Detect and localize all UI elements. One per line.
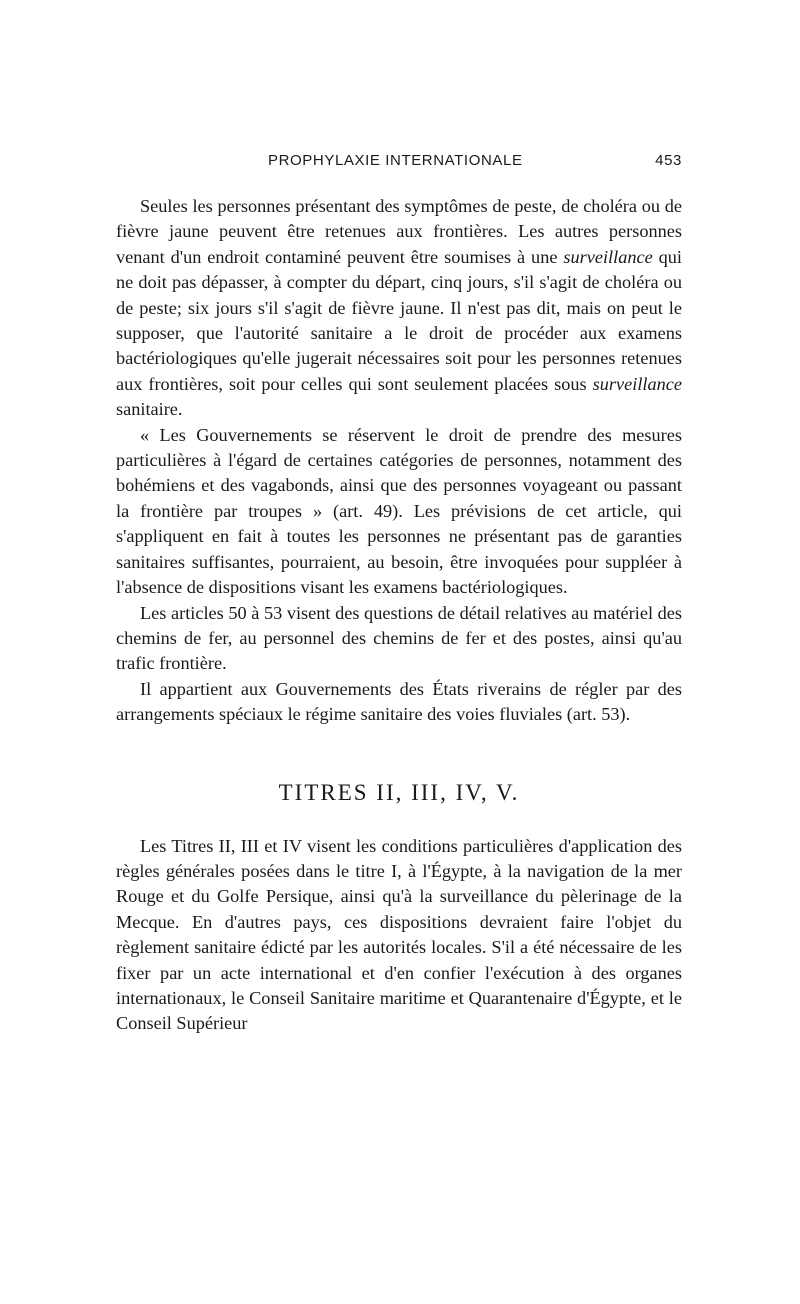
paragraph-3: Les articles 50 à 53 visent des questions de détail relatives au matériel des chemins de fer, au personnel des chemins de fer et des postes, ainsi qu'au trafic frontière. xyxy=(116,602,682,674)
paragraph-1-italic-surveillance-2: surveillance xyxy=(592,373,682,394)
section-title: TITRES II, III, IV, V. xyxy=(278,779,520,805)
paragraph-1-text-c: qui ne doit pas dépasser, à compter du départ, cinq jours, s'il s'agit de choléra ou de peste; six jours s'il s'agit de fièvre jaune. Il n'est pas dit, mais on peut le supposer, que l'autorité sanitaire a le droit de procéder aux examens bactériologiques qu'elle jugerait nécessaires soit pour les personnes retenues aux frontières, soit pour celles qui sont seulement placées sous xyxy=(116,246,682,394)
paragraph-1-text-e: sanitaire. xyxy=(116,399,183,420)
running-title: PROPHYLAXIE INTERNATIONALE xyxy=(268,152,523,169)
paragraph-1-italic-surveillance: surveillance xyxy=(563,246,653,267)
paragraph-1-text-a: Seules les personnes présentant des symptômes de peste, de choléra ou de fièvre jaune peuvent être retenues aux frontières. Les autres personnes venant d'un endroit contaminé peuvent être soumises à une xyxy=(116,196,682,267)
paragraph-2: « Les Gouvernements se réservent le droit de prendre des mesures particulières à l'égard de certaines catégories de personnes, notamment des bohémiens et des vagabonds, ainsi que des personnes voyageant ou passant la frontière par troupes » (art. 49). Les prévisions de cet article, qui s'appliquent en fait à toutes les personnes ne présentant pas de garanties sanitaires suffisantes, pourraient, au besoin, être invoquées pour suppléer à l'absence de dispositions visant les examens bactériologiques. xyxy=(116,424,682,598)
paragraph-1 xyxy=(116,194,682,423)
paragraph-5: Les Titres II, III et IV visent les conditions particulières d'application des règles générales posées dans le titre I, à l'Égypte, à la navigation de la mer Rouge et du Golfe Persique, ainsi qu'à la surveillance du pèlerinage de la Mecque. En d'autres pays, ces dispositions devraient faire l'objet du règlement sanitaire édicté par les autorités locales. S'il a été nécessaire de les fixer par un acte international et d'en confier l'exécution à des organes internationaux, le Conseil Sanitaire maritime et Quarantenaire d'Égypte, et le Conseil Supérieur xyxy=(116,835,682,1034)
book-page xyxy=(116,152,682,1037)
paragraph-4: Il appartient aux Gouvernements des États riverains de régler par des arrangements spéciaux le régime sanitaire des voies fluviales (art. 53). xyxy=(116,678,682,725)
running-head xyxy=(116,152,682,180)
page-number: 453 xyxy=(655,152,682,169)
